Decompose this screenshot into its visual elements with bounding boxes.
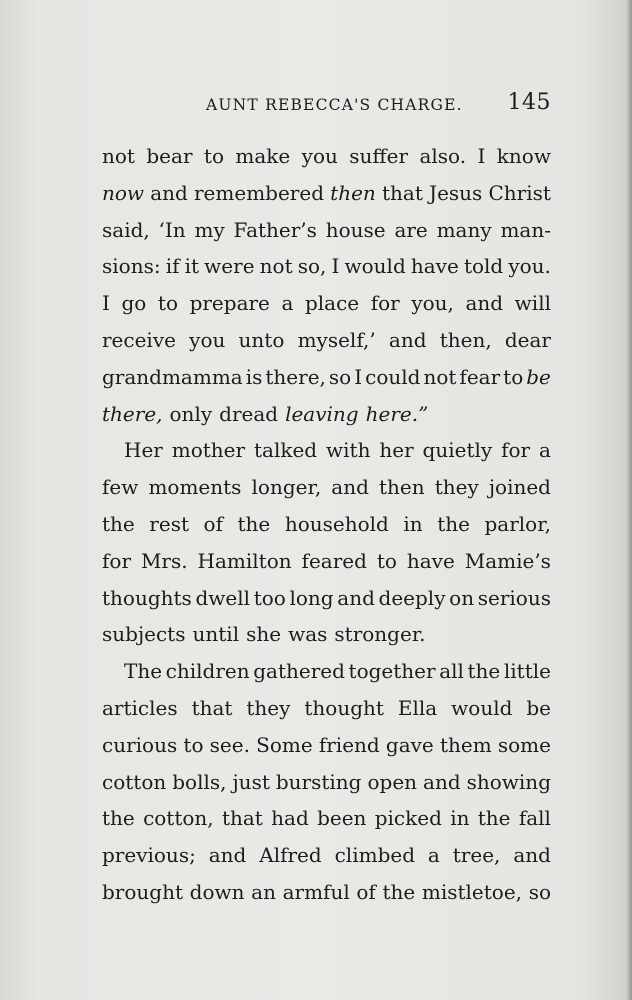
word: her (379, 438, 414, 463)
word: climbed (334, 843, 416, 868)
word: have (410, 254, 459, 279)
word: Some (256, 732, 313, 757)
word: so (528, 879, 551, 904)
word: tree, (452, 843, 501, 868)
word: together (348, 659, 436, 684)
word: and (150, 180, 188, 205)
word: and (208, 843, 247, 868)
word: until (192, 622, 240, 647)
word: bear (146, 144, 193, 168)
word: Alfred (259, 843, 322, 868)
word: the (102, 806, 135, 831)
word: would (344, 254, 406, 279)
word: Christ (488, 180, 551, 205)
word: subjects (102, 622, 186, 647)
word: all (439, 659, 464, 684)
word: so (328, 364, 352, 389)
word: a (539, 438, 551, 463)
word: and (337, 585, 375, 610)
word: you, (411, 291, 454, 316)
word: then (378, 475, 425, 500)
word: mother (171, 438, 246, 463)
word: was (288, 622, 328, 647)
word: mistletoe, (421, 879, 523, 904)
word: grandmamma (102, 364, 243, 389)
word: the (382, 879, 416, 904)
word: open (367, 769, 418, 794)
word: would (451, 695, 513, 720)
word: curious (102, 732, 178, 757)
word: not (423, 364, 457, 389)
word: are (394, 217, 428, 242)
word: just (232, 769, 270, 794)
word: my (194, 217, 225, 242)
word: be (526, 695, 551, 720)
word: been (317, 806, 367, 831)
word: man- (500, 217, 551, 242)
word: previous; (102, 843, 196, 868)
word: the (477, 806, 511, 831)
word: Hamilton (197, 548, 292, 573)
word: go (121, 291, 147, 316)
word: longer, (251, 475, 322, 500)
running-title: AUNT REBECCA'S CHARGE. (206, 96, 463, 114)
word: picked (374, 806, 442, 831)
word: to (157, 291, 178, 316)
word: not (102, 144, 135, 168)
word: and (331, 475, 369, 500)
word: a (281, 291, 294, 316)
word: of (356, 879, 376, 904)
word: you. (508, 254, 551, 279)
text-line-18 (102, 764, 551, 801)
word: that (191, 695, 233, 720)
word: house (325, 217, 386, 242)
word: thought (304, 695, 384, 720)
word: they (434, 475, 479, 500)
word: an (251, 879, 276, 904)
word: showing (466, 769, 551, 794)
word: the (102, 511, 135, 536)
word: also. (419, 144, 467, 168)
word: with (326, 438, 371, 463)
word: some (497, 732, 551, 757)
text-line-12 (102, 543, 551, 580)
word: see. (209, 732, 250, 757)
text-line-1 (102, 138, 551, 175)
text-line-2 (102, 175, 551, 212)
word: dear (504, 327, 551, 352)
word: Mamie’s (464, 548, 551, 573)
word: The (124, 659, 163, 684)
word: on (449, 585, 475, 610)
word: I (354, 364, 363, 389)
word: make (235, 144, 291, 168)
word: you (301, 144, 338, 168)
word: of (203, 511, 223, 536)
word: suffer (349, 144, 409, 168)
word: only (169, 401, 213, 426)
text-line-13 (102, 580, 551, 617)
word: many (436, 217, 492, 242)
word: so, (297, 254, 327, 279)
word-italic: leaving (285, 401, 359, 426)
text-line-20 (102, 837, 551, 874)
text-line-14 (102, 616, 551, 653)
word: to (203, 144, 224, 168)
word: the (237, 511, 271, 536)
word: gathered (253, 659, 345, 684)
word: not (259, 254, 293, 279)
word: prepare (189, 291, 270, 316)
word: parlor, (484, 511, 551, 536)
word: to (183, 732, 204, 757)
word: is (245, 364, 263, 389)
word: bursting (275, 769, 362, 794)
word: the (467, 659, 501, 684)
word: cotton (102, 769, 167, 794)
page-edge-shadow (626, 0, 632, 1000)
word: in (450, 806, 470, 831)
word: to (376, 548, 397, 573)
word: Father’s (233, 217, 317, 242)
word: for (370, 291, 400, 316)
word: ‘In (158, 217, 186, 242)
word: that (221, 806, 263, 831)
text-line-4 (102, 248, 551, 285)
word: sions: (102, 254, 161, 279)
word: fear (459, 364, 501, 389)
word: place (304, 291, 360, 316)
word: household (284, 511, 389, 536)
text-line-11 (102, 506, 551, 543)
word: joined (488, 475, 551, 500)
word: said, (102, 217, 150, 242)
text-line-17 (102, 727, 551, 764)
word: know (496, 144, 551, 168)
word: myself,’ (297, 327, 376, 352)
word: they (246, 695, 291, 720)
page-header (102, 88, 551, 122)
word-italic: then (330, 180, 376, 205)
word: told (463, 254, 504, 279)
word: and (388, 327, 427, 352)
word: thoughts (102, 585, 192, 610)
word: if (165, 254, 180, 279)
word: stronger. (334, 622, 426, 647)
word: down (189, 879, 245, 904)
word: dwell (195, 585, 251, 610)
word: talked (253, 438, 318, 463)
text-line-19 (102, 800, 551, 837)
text-line-6 (102, 322, 551, 359)
word: for (102, 548, 132, 573)
word: the (437, 511, 470, 536)
word: and (423, 769, 461, 794)
word: Ella (397, 695, 438, 720)
word: a (427, 843, 440, 868)
word: that (381, 180, 423, 205)
word: friend (318, 732, 380, 757)
text-line-8 (102, 396, 551, 433)
word: fall (518, 806, 551, 831)
word: unto (238, 327, 285, 352)
word-italic: now (102, 180, 145, 205)
word: rest (149, 511, 189, 536)
word: it (184, 254, 200, 279)
word-italic: here.” (365, 401, 429, 426)
word: had (271, 806, 309, 831)
word: gave (385, 732, 434, 757)
word: then, (439, 327, 492, 352)
page-number: 145 (507, 90, 551, 115)
word: serious (477, 585, 551, 610)
word: bolls, (172, 769, 227, 794)
word-italic: there, (102, 401, 163, 426)
word: dread (219, 401, 279, 426)
word: Jesus (429, 180, 483, 205)
body-text (102, 138, 551, 911)
word: cotton, (143, 806, 214, 831)
word: deeply (378, 585, 446, 610)
text-line-9 (102, 432, 551, 469)
word: armful (282, 879, 350, 904)
text-line-10 (102, 469, 551, 506)
word: Her (124, 438, 163, 463)
word: to (503, 364, 524, 389)
word: in (403, 511, 423, 536)
word: were (204, 254, 255, 279)
word: and (465, 291, 504, 316)
word: she (246, 622, 282, 647)
word: will (514, 291, 551, 316)
text-line-16 (102, 690, 551, 727)
word: and (513, 843, 551, 868)
word: little (503, 659, 551, 684)
word: I (102, 291, 110, 316)
word: I (331, 254, 340, 279)
text-line-5 (102, 285, 551, 322)
text-line-3 (102, 212, 551, 249)
text-line-15 (102, 653, 551, 690)
word: too (253, 585, 286, 610)
word: brought (102, 879, 184, 904)
word: feared (301, 548, 367, 573)
word: children (165, 659, 250, 684)
word: moments (148, 475, 242, 500)
word: I (477, 144, 486, 168)
word: quietly (422, 438, 493, 463)
word: could (365, 364, 421, 389)
word: long (289, 585, 334, 610)
word: there, (265, 364, 326, 389)
word: few (102, 475, 139, 500)
text-line-21 (102, 874, 551, 911)
word: them (439, 732, 492, 757)
text-line-7 (102, 359, 551, 396)
word: receive (102, 327, 176, 352)
word: Mrs. (140, 548, 188, 573)
word: for (501, 438, 531, 463)
word: articles (102, 695, 178, 720)
word: you (189, 327, 226, 352)
word-italic: be (526, 364, 551, 389)
word: have (406, 548, 455, 573)
word: remembered (194, 180, 324, 205)
